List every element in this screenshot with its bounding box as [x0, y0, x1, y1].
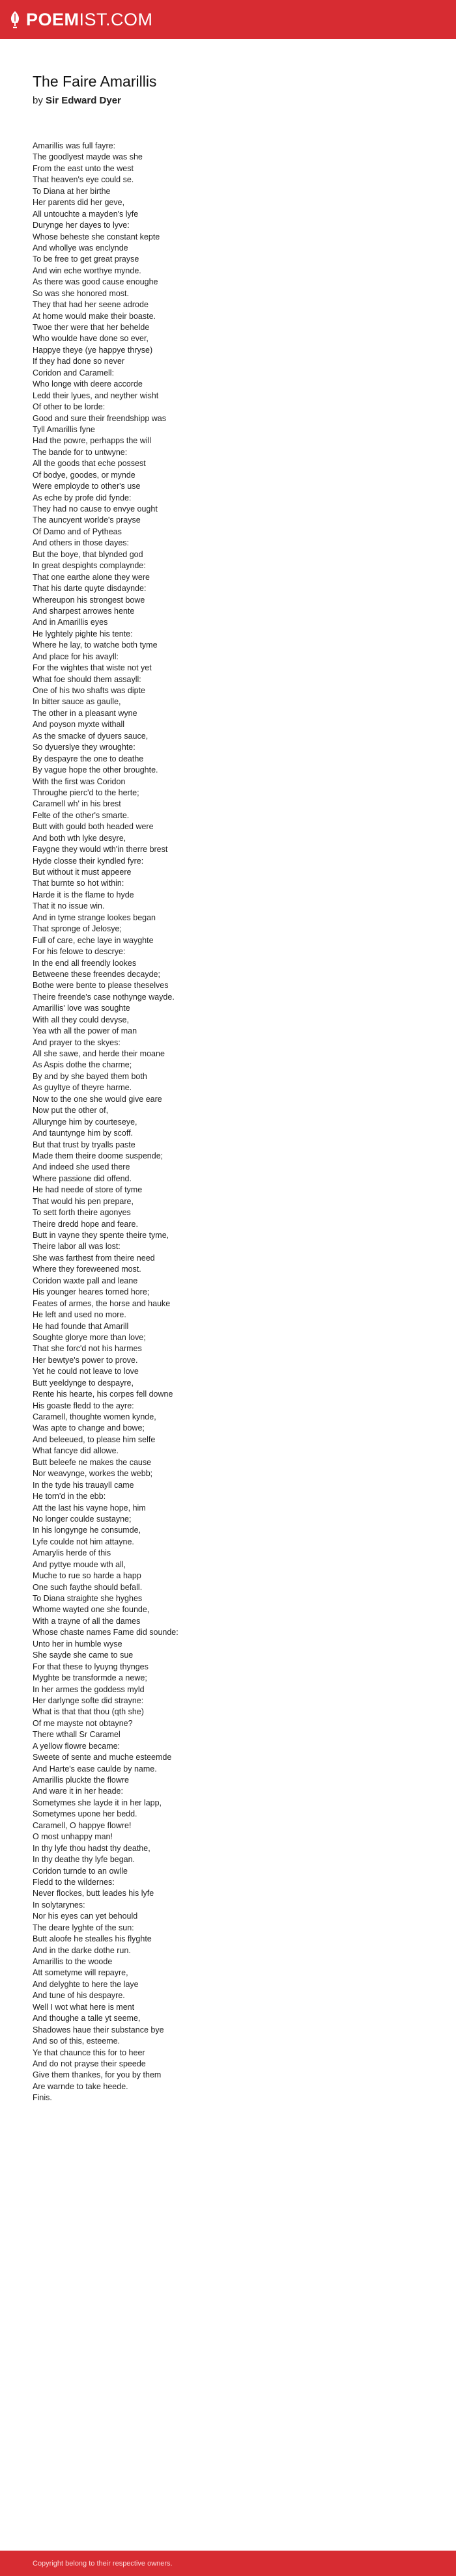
poem-line: Nor weavynge, workes the webb; — [33, 1469, 153, 1479]
poem-line: Butt in vayne they spente theire tyme, — [33, 1231, 169, 1240]
poem-line: Never flockes, butt leades his lyfe — [33, 1889, 154, 1898]
poem-line: Tyll Amarillis fyne — [33, 424, 95, 434]
poem-line: And prayer to the skyes: — [33, 1037, 121, 1047]
poem-line: All the goods that eche possest — [33, 459, 146, 469]
poem-line: By despayre the one to deathe — [33, 754, 144, 763]
poem-line: Coridon waxte pall and leane — [33, 1276, 138, 1285]
poem-line: And thoughe a talle yt seeme, — [33, 2014, 141, 2023]
poem-line: By vague hope the other broughte. — [33, 765, 158, 775]
poem-line: Of other to be lorde: — [33, 402, 106, 412]
poem-line: One such faythe should befall. — [33, 1582, 143, 1592]
poem-line: Ye that chaunce this for to heer — [33, 2048, 145, 2057]
poem-line: Sometymes she layde it in her lapp, — [33, 1798, 162, 1807]
poem-line: In thy deathe thy lyfe began. — [33, 1855, 135, 1865]
poem-line: Theire labor all was lost: — [33, 1242, 121, 1252]
poem-line: Duryngе her dayes to lyve: — [33, 221, 130, 230]
poem-line: As Aspis dothe the charme; — [33, 1060, 132, 1070]
poem-line: At home would make their boaste. — [33, 311, 156, 321]
poem-line: To Diana at her birthe — [33, 186, 111, 196]
poem-line: The auncyent worlde's prayse — [33, 515, 141, 525]
poem-line: And beleeued, to please him selfe — [33, 1434, 156, 1444]
poem-line: But without it must appeere — [33, 868, 132, 877]
poem-line: Where they foreweened most. — [33, 1265, 141, 1274]
poem-line: Theire freende's case nothynge wayde. — [33, 992, 175, 1002]
poem-line: But the boye, that blynded god — [33, 549, 143, 559]
poem-line: And ware it in her heade: — [33, 1787, 123, 1796]
poem-line: A yellow flowre became: — [33, 1741, 121, 1751]
poem-line: No longer coulde sustayne; — [33, 1514, 132, 1524]
poem-line: He lyghtely pighte his tente: — [33, 629, 133, 638]
poem-line: Well I wot what here is ment — [33, 2002, 135, 2012]
poem-line: That she forc'd not his harmes — [33, 1344, 142, 1354]
poem-line: Alluryngе him by courteseye, — [33, 1117, 137, 1127]
poem-line: Amarillis' love was soughte — [33, 1004, 130, 1013]
poem-line: All she sawe, and herde their moane — [33, 1049, 165, 1058]
poem-line: She sayde she came to sue — [33, 1651, 134, 1660]
poem-line: To Diana straighte she hyghes — [33, 1594, 143, 1603]
poem-line: Amarillis pluckte the flowre — [33, 1775, 129, 1785]
poem-line: Who longe with deere accorde — [33, 379, 143, 389]
poem-line: For the wightes that wiste not yet — [33, 663, 152, 673]
poem-line: That one earthe alone they were — [33, 572, 150, 582]
poem-line: For his felowe to descrye: — [33, 947, 126, 957]
poem-line: Her darlynge softe did strayne: — [33, 1695, 144, 1705]
quill-pen-icon — [8, 10, 22, 29]
poem-line: Myghte be transformde a newe; — [33, 1673, 147, 1683]
poem-line: So was she honored most. — [33, 288, 129, 298]
poem-line: That spronge of Jelosye; — [33, 924, 122, 934]
poem-line: Yea wth all the power of man — [33, 1026, 137, 1036]
poem-line: They had no cause to envye ought — [33, 504, 158, 514]
poem-line: Butt yeeldynge to despayre, — [33, 1378, 134, 1388]
poem-line: Are warnde to take heede. — [33, 2081, 128, 2091]
poem-line: His younger heares torned hore; — [33, 1287, 150, 1297]
poem-line: And delyghte to here the laye — [33, 1979, 139, 1989]
poem-line: Whereupon his strongest bowe — [33, 595, 145, 605]
poem-line: As eche by profe did fynde: — [33, 493, 132, 502]
poem-line: The bande for to untwyne: — [33, 447, 128, 457]
poem-line: Caramell, thoughte women kynde, — [33, 1412, 156, 1421]
poem-line: Amarillis to the woode — [33, 1957, 113, 1966]
poem-line: Nor his eyes can yet behould — [33, 1911, 138, 1921]
poem-line: Happye theye (ye happye thryse) — [33, 345, 153, 355]
poem-line: Amarylis herde of this — [33, 1548, 111, 1558]
poem-line: Soughte glorye more than love; — [33, 1332, 146, 1342]
poem-line: With all they could devyse, — [33, 1015, 129, 1024]
poem-line: In solytarynes: — [33, 1900, 85, 1910]
poem-line: By and by she bayed them both — [33, 1071, 147, 1081]
poem-line: Who wouldе have done so ever, — [33, 334, 149, 344]
poem-line: Rente his hearte, his corpes fell downe — [33, 1390, 173, 1399]
poem-line: In bitter sauce as gaulle, — [33, 697, 121, 707]
poem-line: Whome wayted one she founde, — [33, 1605, 150, 1615]
poem-line: To be free to get great prayse — [33, 254, 139, 264]
poem-line: And pyttye moude wth all, — [33, 1559, 126, 1569]
poem-line: He had neede of store of tyme — [33, 1185, 143, 1195]
poem-line: Where he lay, to watche both tyme — [33, 640, 158, 650]
poem-line: Feates of armes, the horse and hauke — [33, 1298, 171, 1308]
poem-line: And so of this, esteeme. — [33, 2036, 121, 2046]
poem-line: He left and used no more. — [33, 1310, 126, 1320]
poem-line: Butt beleefe ne makes the cause — [33, 1457, 152, 1467]
poem-body — [33, 141, 423, 2104]
poem-line: Butt aloofe he stealles his flyghte — [33, 1934, 152, 1944]
poem-line: So dyuerslye they wroughte: — [33, 743, 135, 752]
poem-line: Betweene these freendes decayde; — [33, 969, 160, 979]
poem-line: In the end all freendly lookes — [33, 958, 137, 968]
poem-line: And others in those dayes: — [33, 538, 130, 548]
poem-line: And in the darke dothe run. — [33, 1945, 131, 1955]
poem-line: One of his two shafts was dipte — [33, 686, 146, 695]
poem-line: Sometymes upone her bedd. — [33, 1809, 137, 1819]
poem-line: Had the powre, perhapps the will — [33, 436, 152, 446]
poem-line: Felte of the other's smarte. — [33, 810, 130, 820]
author-name[interactable]: Sir Edward Dyer — [46, 95, 121, 106]
poem-line: Lyfe coulde not him attayne. — [33, 1537, 134, 1546]
poem-line: Good and sure their freendshipp was — [33, 413, 166, 423]
poem-line: He torn'd in the ebb: — [33, 1492, 106, 1501]
site-footer — [0, 2551, 456, 2576]
poem-line: His goaste fledd to the ayre: — [33, 1401, 134, 1410]
poem-line: Unto her in humble wyse — [33, 1639, 122, 1649]
poem-line: That heaven's eye could se. — [33, 175, 134, 185]
poem-line: And place for his avayll: — [33, 651, 119, 661]
poem-line: And Harte's ease caulde by name. — [33, 1764, 157, 1774]
poem-line: Now to the one she would give eare — [33, 1094, 162, 1104]
poem-line: In thy lyfe thou hadst thy deathe, — [33, 1843, 150, 1853]
poem-line: Muche to rue so harde a happ — [33, 1571, 141, 1581]
site-logo[interactable] — [8, 8, 153, 31]
poem-line: O most unhappy man! — [33, 1832, 113, 1842]
poem-line: Finis. — [33, 2093, 52, 2103]
poem-line: Faygne they would wth'in therre brest — [33, 845, 168, 855]
poem-title: The Faire Amarillis — [33, 73, 157, 90]
poem-line: And tauntynge him by scoff. — [33, 1129, 134, 1138]
poem-line: Where passione did offend. — [33, 1173, 132, 1183]
copyright-notice: Copyright belong to their respective owners. — [33, 2560, 173, 2568]
poem-line: Give them thankes, for you by them — [33, 2070, 162, 2080]
poem-line: Ledd their lyues, and neyther wisht — [33, 391, 159, 400]
poem-line: And in tyme strange lookes began — [33, 912, 156, 922]
poem-line: There wthall Sr Caramel — [33, 1730, 121, 1740]
poem-line: With a trayne of all the dames — [33, 1616, 141, 1626]
poem-line: And win eche worthye mynde. — [33, 266, 141, 275]
poem-line: Att sometyme will repayre, — [33, 1968, 128, 1978]
poem-line: Made them theire doome suspende; — [33, 1151, 164, 1160]
poem-line: Now put the other of, — [33, 1106, 109, 1116]
poem-line: And whollye was enclynde — [33, 243, 128, 253]
poem-line: Harde it is the flame to hyde — [33, 890, 134, 899]
poem-line: Throughe pierc'd to the herte; — [33, 788, 139, 797]
poem-line: Yet he could not leave to love — [33, 1367, 139, 1377]
poem-line: What fancye did allowe. — [33, 1446, 119, 1456]
poem-line: For that these to lyuyng thynges — [33, 1662, 149, 1671]
poem-line: As there was good cause enoughe — [33, 277, 158, 287]
poem-line: Fledd to the wildernes: — [33, 1877, 115, 1887]
poem-line: Amarillis was full fayre: — [33, 141, 116, 150]
poem-line: Theire dredd hope and feare. — [33, 1219, 138, 1229]
poem-line: In his longynge he consumde, — [33, 1526, 141, 1535]
poem-line: That burnte so hot within: — [33, 879, 124, 888]
poem-line: Caramell, O happye flowre! — [33, 1820, 132, 1830]
poem-line: That would his pen prepare, — [33, 1196, 134, 1206]
poem-line: And poyson myxte withall — [33, 720, 125, 730]
poem-line: The other in a pleasant wyne — [33, 708, 137, 718]
poem-line: Of Damo and of Pytheas — [33, 527, 122, 536]
poem-line: That his darte quyte disdaynde: — [33, 584, 147, 594]
poem-line: Butt with gould both headed were — [33, 822, 154, 832]
poem-line: And sharpest arrowes hente — [33, 606, 135, 616]
poem-line: Coridon and Caramell: — [33, 368, 115, 377]
poem-line: Her bewtye's power to prove. — [33, 1355, 138, 1365]
poem-line: If they had done so never — [33, 357, 125, 366]
poem-line: Caramell wh' in his brest — [33, 799, 121, 809]
poem-line: As the smacke of dyuers sauce, — [33, 731, 149, 741]
poem-line: In the tyde his trauayll came — [33, 1480, 134, 1490]
poem-line: The goodlyest mayde was she — [33, 152, 143, 162]
poem-line: What is that that thou (qth she) — [33, 1707, 144, 1717]
poem-line: She was farthest from theire need — [33, 1253, 155, 1263]
poem-line: Whose beheste she constant kepte — [33, 232, 160, 241]
site-header — [0, 0, 456, 39]
poem-line: What foe should them assayll: — [33, 674, 141, 684]
poem-line: And tune of his despayre. — [33, 1991, 125, 2001]
poem-line: Sweete of sente and muche esteemde — [33, 1753, 172, 1762]
poem-line: As guyltye of theyre harme. — [33, 1083, 132, 1093]
poem-line: And in Amarillis eyes — [33, 618, 108, 627]
poem-line: To sett forth theire agonyes — [33, 1208, 131, 1218]
poem-line: Att the last his vayne hope, him — [33, 1503, 146, 1513]
poem-line: Full of care, eche laye in wayghte — [33, 935, 154, 945]
poem-line: Were employde to other's use — [33, 482, 141, 491]
poem-line: Her parents did her geve, — [33, 198, 125, 208]
poem-line: Of me mayste not obtayne? — [33, 1718, 133, 1728]
poem-line: In her armes the goddess myld — [33, 1684, 145, 1694]
poem-byline — [33, 95, 121, 106]
poem-line: From the east unto the west — [33, 163, 134, 173]
poem-line: And do not prayse their speede — [33, 2059, 146, 2068]
poem-line: Twoe ther were that her behelde — [33, 323, 150, 332]
poem-line: With the first was Coridon — [33, 776, 126, 786]
poem-line: And both wth lyke desyre, — [33, 833, 126, 843]
poem-line: All untouchte a mayden's lyfe — [33, 209, 139, 219]
poem-line: The deare lyghte of the sun: — [33, 1923, 134, 1932]
poem-line: He had founde that Amarill — [33, 1321, 129, 1331]
poem-line: In great despights complaynde: — [33, 561, 146, 571]
poem-line: But that trust by tryalls paste — [33, 1140, 135, 1149]
poem-line: Bothe were bente to please theselves — [33, 981, 169, 991]
poem-line: Of bodye, goodes, or mynde — [33, 470, 135, 480]
poem-line: Coridon turnde to an owlle — [33, 1866, 128, 1876]
poem-line: That it no issue win. — [33, 901, 105, 911]
poem-line: Was apte to change and bowe; — [33, 1423, 145, 1433]
by-label: by — [33, 95, 43, 106]
poem-line: Whose chaste names Fame did sounde: — [33, 1628, 178, 1637]
site-name: POEMIST.COM — [26, 10, 153, 29]
poem-line: Hyde closse their kyndled fyre: — [33, 856, 144, 866]
poem-line: They that had her seene adrode — [33, 300, 149, 310]
poem-line: And indeed she used there — [33, 1162, 130, 1172]
poem-line: Shadowes haue their substance bye — [33, 2025, 164, 2035]
